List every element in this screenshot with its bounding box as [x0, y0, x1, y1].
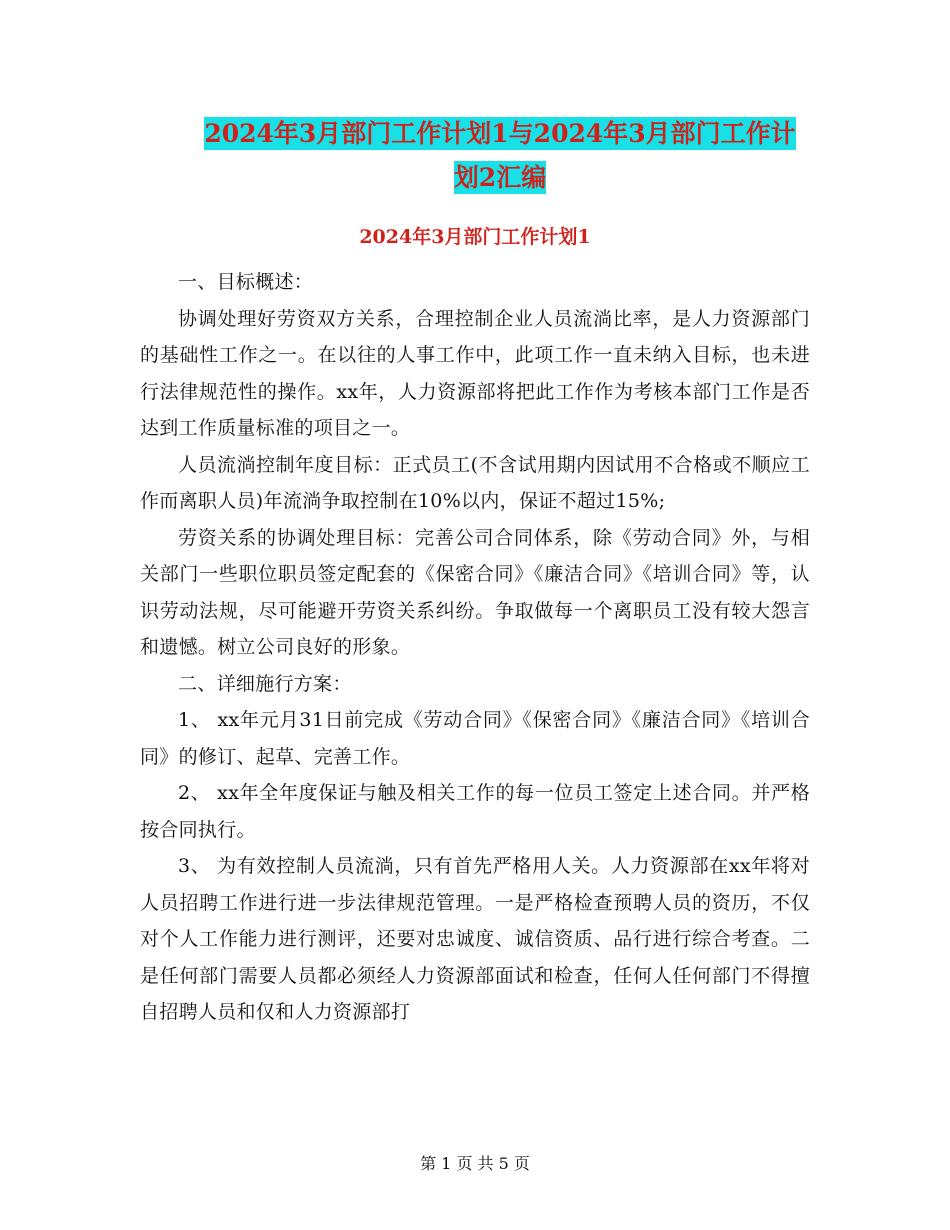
- paragraph: 人员流淌控制年度目标：正式员工(不含试用期内因试用不合格或不顺应工作而离职人员)年流淌争取控制在10%以内，保证不超过15%;: [140, 453, 810, 512]
- document-title-line-2: 划2汇编: [453, 163, 547, 192]
- heading-plan: 二、详细施行方案：: [178, 672, 352, 695]
- section-title: 2024年3月部门工作计划1: [359, 226, 591, 248]
- document-title: [140, 112, 860, 200]
- paragraph: 协调处理好劳资双方关系，合理控制企业人员流淌比率，是人力资源部门的基础性工作之一。在以往的人事工作中，此项工作一直未纳入目标，也未进行法律规范性的操作。xx年，人力资源部将把此工作作为考核本部门工作是否达到工作质量标准的项目之一。: [140, 307, 810, 439]
- list-item: 1、 xx年元月31日前完成《劳动合同》《保密合同》《廉洁合同》《培训合同》的修订、起草、完善工作。: [140, 709, 810, 768]
- heading-objectives: 一、目标概述：: [178, 271, 314, 293]
- document-title-line-1: 2024年3月部门工作计划1与2024年3月部门工作计: [204, 119, 796, 148]
- page-footer: [0, 1152, 950, 1176]
- list-item: 3、 为有效控制人员流淌，只有首先严格用人关。人力资源部在xx年将对人员招聘工作进行进一步法律规范管理。一是严格检查预聘人员的资历，不仅对个人工作能力进行测评，还要对忠诚度、诚信资质、品行进行综合考查。二是任何部门需要人员都必须经人力资源部面试和检查，任何人任何部门不得擅自招聘人员和仅和人力资源部打: [140, 855, 810, 1023]
- paragraph: 劳资关系的协调处理目标：完善公司合同体系，除《劳动合同》外，与相关部门一些职位职员签定配套的《保密合同》《廉洁合同》《培训合同》等，认识劳动法规，尽可能避开劳资关系纠纷。争取做每一个离职员工没有较大怨言和遗憾。树立公司良好的形象。: [140, 526, 810, 658]
- page-number: 第 1 页 共 5 页: [420, 1154, 530, 1173]
- document-body: [140, 264, 810, 1031]
- list-item: 2、 xx年全年度保证与触及相关工作的每一位员工签定上述合同。并严格按合同执行。: [140, 782, 810, 841]
